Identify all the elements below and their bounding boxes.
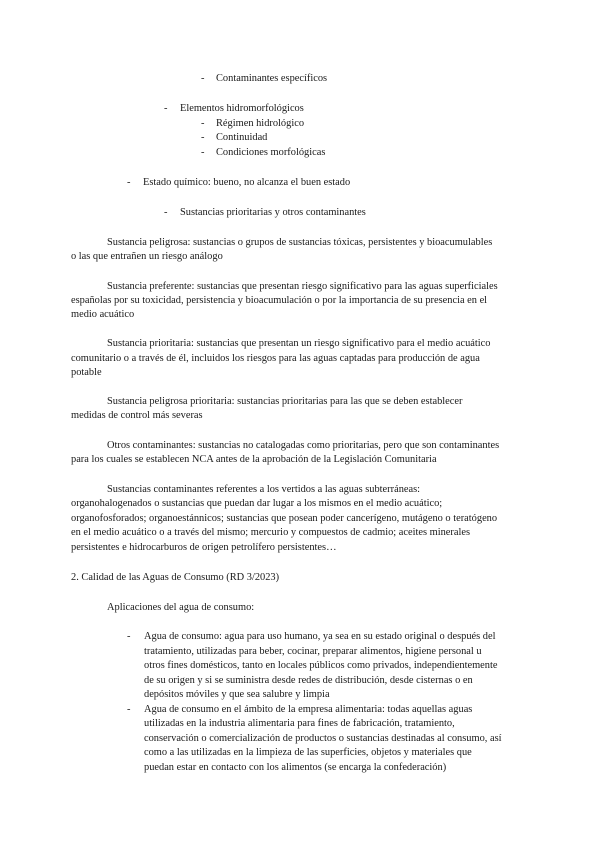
item2-line4: como a las utilizadas en la limpieza de las superficies, objetos y materiales que <box>144 747 472 758</box>
item2-line5: puedan estar en contacto con los alimentos (se encarga la confederación) <box>144 762 447 773</box>
item1-line5: depósitos móviles y que sea salubre y limpia <box>144 689 330 700</box>
item1-line1: Agua de consumo: agua para uso humano, ya sea en su estado original o después del <box>144 631 496 642</box>
item1-line2: tratamiento, utilizadas para beber, cocinar, preparar alimentos, higiene personal u <box>144 646 482 657</box>
item2-line2: utilizadas en la industria alimentaria para fines de fabricación, tratamiento, <box>144 718 455 729</box>
def-otros-line2: para los cuales se establecen NCA antes de la aprobación de la Legislación Comunitaria <box>71 454 437 465</box>
outline-contaminantes-especificos: Contaminantes específicos <box>216 73 328 84</box>
def-peligrosa-prioritaria-line1: Sustancia peligrosa prioritaria: sustancias prioritarias para las que se deben establecer <box>107 396 463 407</box>
item1-line3: otros fines domésticos, tanto en locales públicos como privados, independientemente <box>144 660 498 671</box>
def-prioritaria-line2: comunitario o a través de él, incluidos los riesgos para las aguas captadas para producción de agua <box>71 353 480 364</box>
def-prioritaria-line1: Sustancia prioritaria: sustancias que presentan un riesgo significativo para el medio acuático <box>107 338 491 349</box>
def-preferente-line3: medio acuático <box>71 309 135 320</box>
bullet-dash: - <box>201 118 205 129</box>
def-peligrosa-line2: o las que entrañen un riesgo análogo <box>71 251 223 262</box>
bullet-dash: - <box>127 177 131 188</box>
item2-line3: conservación o comercialización de productos o sustancias destinadas al consumo, así <box>144 733 502 744</box>
bullet-dash: - <box>127 704 131 715</box>
def-vertidos-line1: Sustancias contaminantes referentes a los vertidos a las aguas subterráneas: <box>107 484 421 495</box>
bullet-dash: - <box>201 147 205 158</box>
def-vertidos-line2: organohalogenados o sustancias que puedan dar lugar a los mismos en el medio acuático; <box>71 498 443 509</box>
bullet-dash: - <box>127 631 131 642</box>
def-peligrosa-line1: Sustancia peligrosa: sustancias o grupos de sustancias tóxicas, persistentes y bioacumulables <box>107 237 493 248</box>
def-vertidos-line5: persistentes e hidrocarburos de origen petrolífero persistentes… <box>71 542 337 553</box>
bullet-dash: - <box>201 73 205 84</box>
def-vertidos-line3: organofosforados; organoestánnicos; sustancias que posean poder cancerígeno, mutágeno o teratógeno <box>71 513 498 524</box>
def-prioritaria-line3: potable <box>71 367 102 378</box>
def-preferente-line1: Sustancia preferente: sustancias que presentan riesgo significativo para las aguas superficiales <box>107 281 498 292</box>
def-vertidos-line4: en el medio acuático o a través del mismo; mercurio y compuestos de cadmio; aceites minerales <box>71 527 471 538</box>
def-otros-line1: Otros contaminantes: sustancias no catalogadas como prioritarias, pero que son contaminantes <box>107 440 500 451</box>
outline-sustancias-prioritarias: Sustancias prioritarias y otros contaminantes <box>180 207 366 218</box>
bullet-dash: - <box>164 207 168 218</box>
outline-estado-quimico: Estado químico: bueno, no alcanza el buen estado <box>143 177 351 188</box>
def-preferente-line2: españolas por su toxicidad, persistencia y bioacumulación o por la importancia de su presencia en el <box>71 295 488 306</box>
section-intro: Aplicaciones del agua de consumo: <box>107 602 255 613</box>
section-heading: 2. Calidad de las Aguas de Consumo (RD 3/2023) <box>71 572 280 583</box>
outline-condiciones-morfologicas: Condiciones morfológicas <box>216 147 326 158</box>
bullet-dash: - <box>201 132 205 143</box>
item2-line1: Agua de consumo en el ámbito de la empresa alimentaria: todas aquellas aguas <box>144 704 473 715</box>
def-peligrosa-prioritaria-line2: medidas de control más severas <box>71 410 203 421</box>
outline-elementos-hidromorfologicos: Elementos hidromorfológicos <box>180 103 304 114</box>
item1-line4: de su origen y si se suministra desde redes de distribución, desde cisternas o en <box>144 675 473 686</box>
outline-regimen-hidrologico: Régimen hidrológico <box>216 118 305 129</box>
outline-continuidad: Continuidad <box>216 132 268 143</box>
bullet-dash: - <box>164 103 168 114</box>
